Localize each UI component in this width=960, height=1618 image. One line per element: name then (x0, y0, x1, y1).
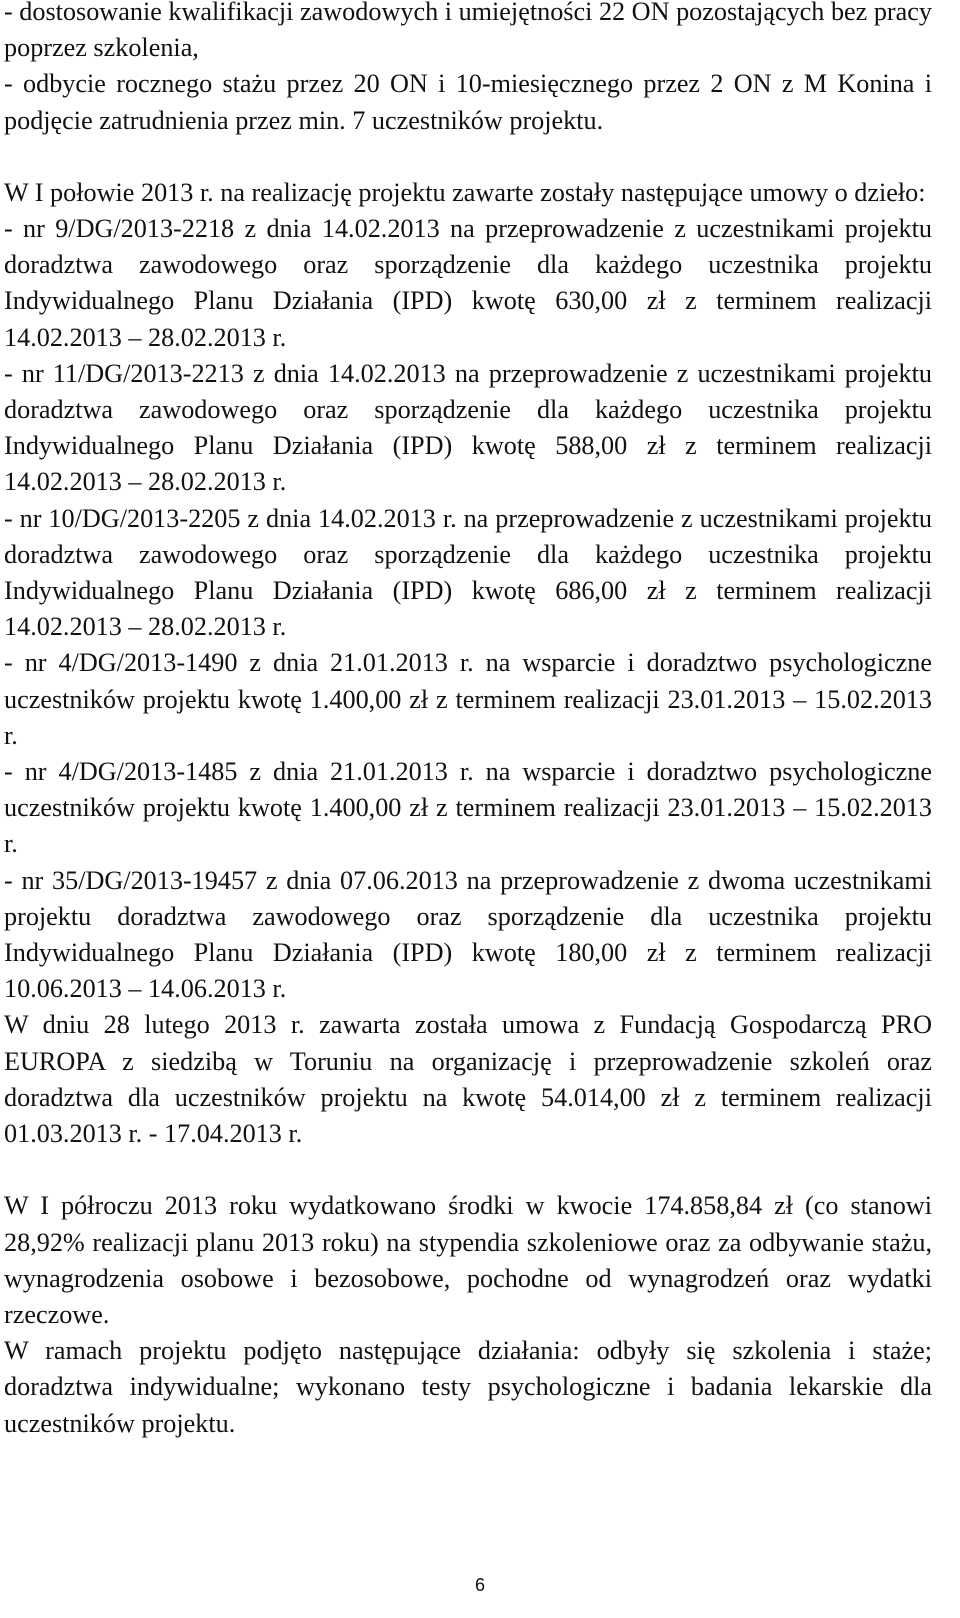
paragraph-contract-4-1490: - nr 4/DG/2013-1490 z dnia 21.01.2013 r. na wsparcie i doradztwo psychologiczne uczestników projektu kwotę 1.400,00 zł z terminem realizacji 23.01.2013 – 15.02.2013 r. (4, 648, 932, 750)
paragraph-contract-11: - nr 11/DG/2013-2213 z dnia 14.02.2013 na przeprowadzenie z uczestnikami projektu doradztwa zawodowego oraz sporządzenie dla każdego uczestnika projektu Indywidualnego Planu Działania (IPD) kwotę 588,00 zł z terminem realizacji 14.02.2013 – 28.02.2013 r. (4, 358, 932, 497)
paragraph-contract-4-1485: - nr 4/DG/2013-1485 z dnia 21.01.2013 r. na wsparcie i doradztwo psychologiczne uczestników projektu kwotę 1.400,00 zł z terminem realizacji 23.01.2013 – 15.02.2013 r. (4, 757, 932, 859)
paragraph-pro-europa-contract: W dniu 28 lutego 2013 r. zawarta została umowa z Fundacją Gospodarczą PRO EUROPA z siedzibą w Toruniu na organizację i przeprowadzenie szkoleń oraz doradztwa dla uczestników projektu na kwotę 54.014,00 zł z terminem realizacji 01.03.2013 r. - 17.04.2013 r. (4, 1010, 932, 1149)
paragraph-contracts-intro: W I połowie 2013 r. na realizację projektu zawarte zostały następujące umowy o dzieło: (4, 177, 926, 207)
paragraph-list-item-internship: - odbycie rocznego stażu przez 20 ON i 10-miesięcznego przez 2 ON z M Konina i podjęcie zatrudnienia przez min. 7 uczestników projektu. (4, 69, 932, 135)
paragraph-activities: W ramach projektu podjęto następujące działania: odbyły się szkolenia i staże; doradztwa indywidualne; wykonano testy psychologiczne i badania lekarskie dla uczestników projektu. (4, 1336, 932, 1438)
paragraph-list-item-training: - dostosowanie kwalifikacji zawodowych i umiejętności 22 ON pozostających bez pracy poprzez szkolenia, (4, 0, 932, 63)
page-number: 6 (474, 1575, 485, 1595)
paragraph-contract-10: - nr 10/DG/2013-2205 z dnia 14.02.2013 r. na przeprowadzenie z uczestnikami projektu doradztwa zawodowego oraz sporządzenie dla każdego uczestnika projektu Indywidualnego Planu Działania (IPD) kwotę 686,00 zł z terminem realizacji 14.02.2013 – 28.02.2013 r. (4, 503, 932, 642)
document-body (4, 0, 932, 1442)
paragraph-expenditure: W I półroczu 2013 roku wydatkowano środki w kwocie 174.858,84 zł (co stanowi 28,92% realizacji planu 2013 roku) na stypendia szkoleniowe oraz za odbywanie stażu, wynagrodzenia osobowe i bezosobowe, pochodne od wynagrodzeń oraz wydatki rzeczowe. (4, 1191, 932, 1329)
paragraph-contract-9: - nr 9/DG/2013-2218 z dnia 14.02.2013 na przeprowadzenie z uczestnikami projektu doradztwa zawodowego oraz sporządzenie dla każdego uczestnika projektu Indywidualnego Planu Działania (IPD) kwotę 630,00 zł z terminem realizacji 14.02.2013 – 28.02.2013 r. (4, 214, 932, 352)
paragraph-contract-35: - nr 35/DG/2013-19457 z dnia 07.06.2013 na przeprowadzenie z dwoma uczestnikami projektu doradztwa zawodowego oraz sporządzenie dla uczestnika projektu Indywidualnego Planu Działania (IPD) kwotę 180,00 zł z terminem realizacji 10.06.2013 – 14.06.2013 r. (4, 865, 932, 1004)
